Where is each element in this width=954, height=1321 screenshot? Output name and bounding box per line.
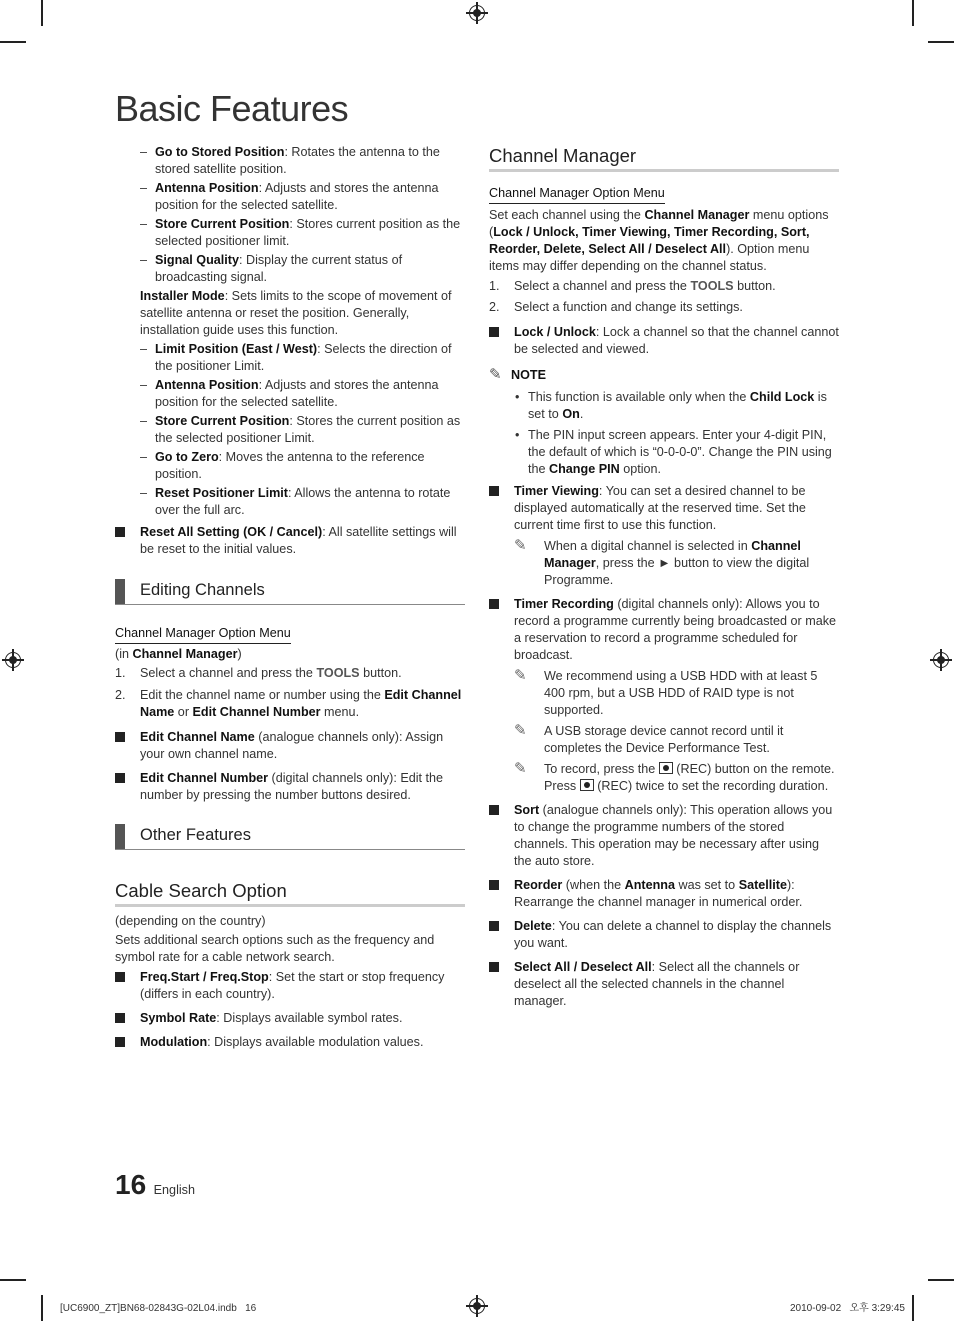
installer-sub-item: – Limit Position (East / West): Selects the direction of the positioner Limit. <box>115 341 465 375</box>
in-channel-manager: (in Channel Manager) <box>115 647 242 661</box>
crop-mark <box>928 41 954 43</box>
crop-mark <box>41 1295 43 1321</box>
right-column <box>489 144 839 1010</box>
square-bullet-icon <box>115 1013 125 1023</box>
other-features-header: Other Features <box>115 824 465 850</box>
editing-channels-header: Editing Channels <box>115 579 465 605</box>
delete: Delete: You can delete a channel to display the channels you want. <box>489 918 839 952</box>
square-bullet-icon <box>489 880 499 890</box>
timer-recording-note-2: ✎ A USB storage device cannot record until it completes the Device Performance Test. <box>514 722 784 755</box>
note-item-2: • The PIN input screen appears. Enter your 4-digit PIN, the default of which is “0-0-0-0”. Change the PIN using the Change PIN option. <box>489 427 839 478</box>
cable-option-item: Modulation: Displays available modulation values. <box>115 1034 465 1051</box>
installer-sub-item: – Go to Zero: Moves the antenna to the reference position. <box>115 449 465 483</box>
square-bullet-icon <box>489 327 499 337</box>
print-timestamp: 2010-09-02 오후 3:29:45 <box>790 1303 905 1314</box>
rec-button-icon <box>659 762 673 774</box>
page-number: 16 <box>115 1169 147 1200</box>
left-column <box>115 144 465 1051</box>
cm-intro: Set each channel using the Channel Manager menu options (Lock / Unlock, Timer Viewing, Timer Recording, Sort, Reorder, Delete, Select All / Deselect All). Option menu items may differ depending on the channel status. <box>489 208 829 273</box>
note-pencil-icon: ✎ <box>489 366 502 383</box>
installer-sub-item: – Antenna Position: Adjusts and stores the antenna position for the selected satellite. <box>115 377 465 411</box>
page-title: Basic Features <box>115 88 349 129</box>
note-item-1: • This function is available only when the Child Lock is set to On. <box>489 389 839 423</box>
note-pencil-icon: ✎ <box>514 537 527 554</box>
installer-sub-item: – Store Current Position: Stores the current position as the selected positioner Limit. <box>115 413 465 447</box>
cable-desc: Sets additional search options such as the frequency and symbol rate for a cable network search. <box>115 933 435 964</box>
reorder: Reorder (when the Antenna was set to Satellite): Rearrange the channel manager in numerical order. <box>489 877 839 911</box>
page-language: English <box>153 1183 195 1197</box>
edit-channel-name: Edit Channel Name (analogue channels only): Assign your own channel name. <box>115 729 465 763</box>
section-bar <box>115 824 125 849</box>
square-bullet-icon <box>489 962 499 972</box>
positioner-sub-item: – Antenna Position: Adjusts and stores the antenna position for the selected satellite. <box>115 180 465 214</box>
section-bar <box>115 579 125 604</box>
square-bullet-icon <box>489 805 499 815</box>
crop-mark <box>0 41 26 43</box>
square-bullet-icon <box>489 599 499 609</box>
square-bullet-icon <box>115 773 125 783</box>
crop-mark <box>912 0 914 26</box>
cm-step-1: 1. Select a channel and press the TOOLS button. <box>489 279 776 293</box>
square-bullet-icon <box>115 972 125 982</box>
cable-depending: (depending on the country) <box>115 914 266 928</box>
crop-mark <box>928 1279 954 1281</box>
timer-recording: Timer Recording (digital channels only): Allows you to record a programme currently being broadcasted or make a reservation to record a programme scheduled for broadcast. <box>489 596 839 664</box>
note-heading: ✎ NOTE <box>489 366 546 383</box>
positioner-sub-item: – Signal Quality: Display the current status of broadcasting signal. <box>115 252 465 286</box>
positioner-sub-item: – Store Current Position: Stores current position as the selected positioner limit. <box>115 216 465 250</box>
select-all: Select All / Deselect All: Select all the channels or deselect all the selected channels in the channel manager. <box>489 959 839 1010</box>
edit-channel-number: Edit Channel Number (digital channels only): Edit the number by pressing the number buttons desired. <box>115 770 465 804</box>
registration-mark-icon <box>469 1298 485 1314</box>
editing-menu-title: Channel Manager Option Menu <box>115 625 465 644</box>
crop-mark <box>0 1279 26 1281</box>
rec-button-icon <box>580 779 594 791</box>
cable-search-option-header: Cable Search Option <box>115 879 465 907</box>
cm-menu-title: Channel Manager Option Menu <box>489 185 839 204</box>
registration-mark-icon <box>933 652 949 668</box>
reset-all-setting: Reset All Setting (OK / Cancel): All satellite settings will be reset to the initial values. <box>115 524 465 558</box>
timer-viewing: Timer Viewing: You can set a desired channel to be displayed automatically at the reserved time. Set the current time first to use this function. <box>489 483 839 534</box>
crop-mark <box>912 1295 914 1321</box>
timer-recording-note-3: ✎ To record, press the (REC) button on the remote. Press (REC) twice to set the recording duration. <box>514 760 835 793</box>
page-footer-number <box>115 1169 195 1200</box>
square-bullet-icon <box>115 1037 125 1047</box>
cm-step-2: 2. Select a function and change its settings. <box>489 300 743 314</box>
note-pencil-icon: ✎ <box>514 722 527 739</box>
installer-mode: Installer Mode: Sets limits to the scope of movement of satellite antenna or reset the position. Generally, installation guide uses this function. <box>140 289 452 337</box>
timer-viewing-note: ✎ When a digital channel is selected in Channel Manager, press the ► button to view the digital Programme. <box>514 537 810 587</box>
channel-manager-header: Channel Manager <box>489 144 839 172</box>
crop-mark <box>41 0 43 26</box>
editing-step-2: 2. Edit the channel name or number using the Edit Channel Name or Edit Channel Number menu. <box>115 688 462 719</box>
square-bullet-icon <box>489 486 499 496</box>
registration-mark-icon <box>5 652 21 668</box>
cable-option-item: Freq.Start / Freq.Stop: Set the start or stop frequency (differs in each country). <box>115 969 465 1003</box>
sort: Sort (analogue channels only): This operation allows you to change the programme numbers of the stored channels. This operation may be necessary after using the auto store. <box>489 802 839 870</box>
editing-step-1: 1. Select a channel and press the TOOLS button. <box>115 666 402 680</box>
timer-recording-note-1: ✎ We recommend using a USB HDD with at least 5 400 rpm, but a USB HDD of RAID type is not supported. <box>514 667 818 717</box>
registration-mark-icon <box>469 5 485 21</box>
note-pencil-icon: ✎ <box>514 667 527 684</box>
lock-unlock: Lock / Unlock: Lock a channel so that the channel cannot be selected and viewed. <box>489 324 839 358</box>
installer-sub-item: – Reset Positioner Limit: Allows the antenna to rotate over the full arc. <box>115 485 465 519</box>
note-pencil-icon: ✎ <box>514 760 527 777</box>
square-bullet-icon <box>115 732 125 742</box>
square-bullet-icon <box>489 921 499 931</box>
square-bullet-icon <box>115 527 125 537</box>
print-file-label: [UC6900_ZT]BN68-02843G-02L04.indb 16 <box>60 1303 257 1314</box>
cable-option-item: Symbol Rate: Displays available symbol rates. <box>115 1010 465 1027</box>
positioner-sub-item: – Go to Stored Position: Rotates the antenna to the stored satellite position. <box>115 144 465 178</box>
